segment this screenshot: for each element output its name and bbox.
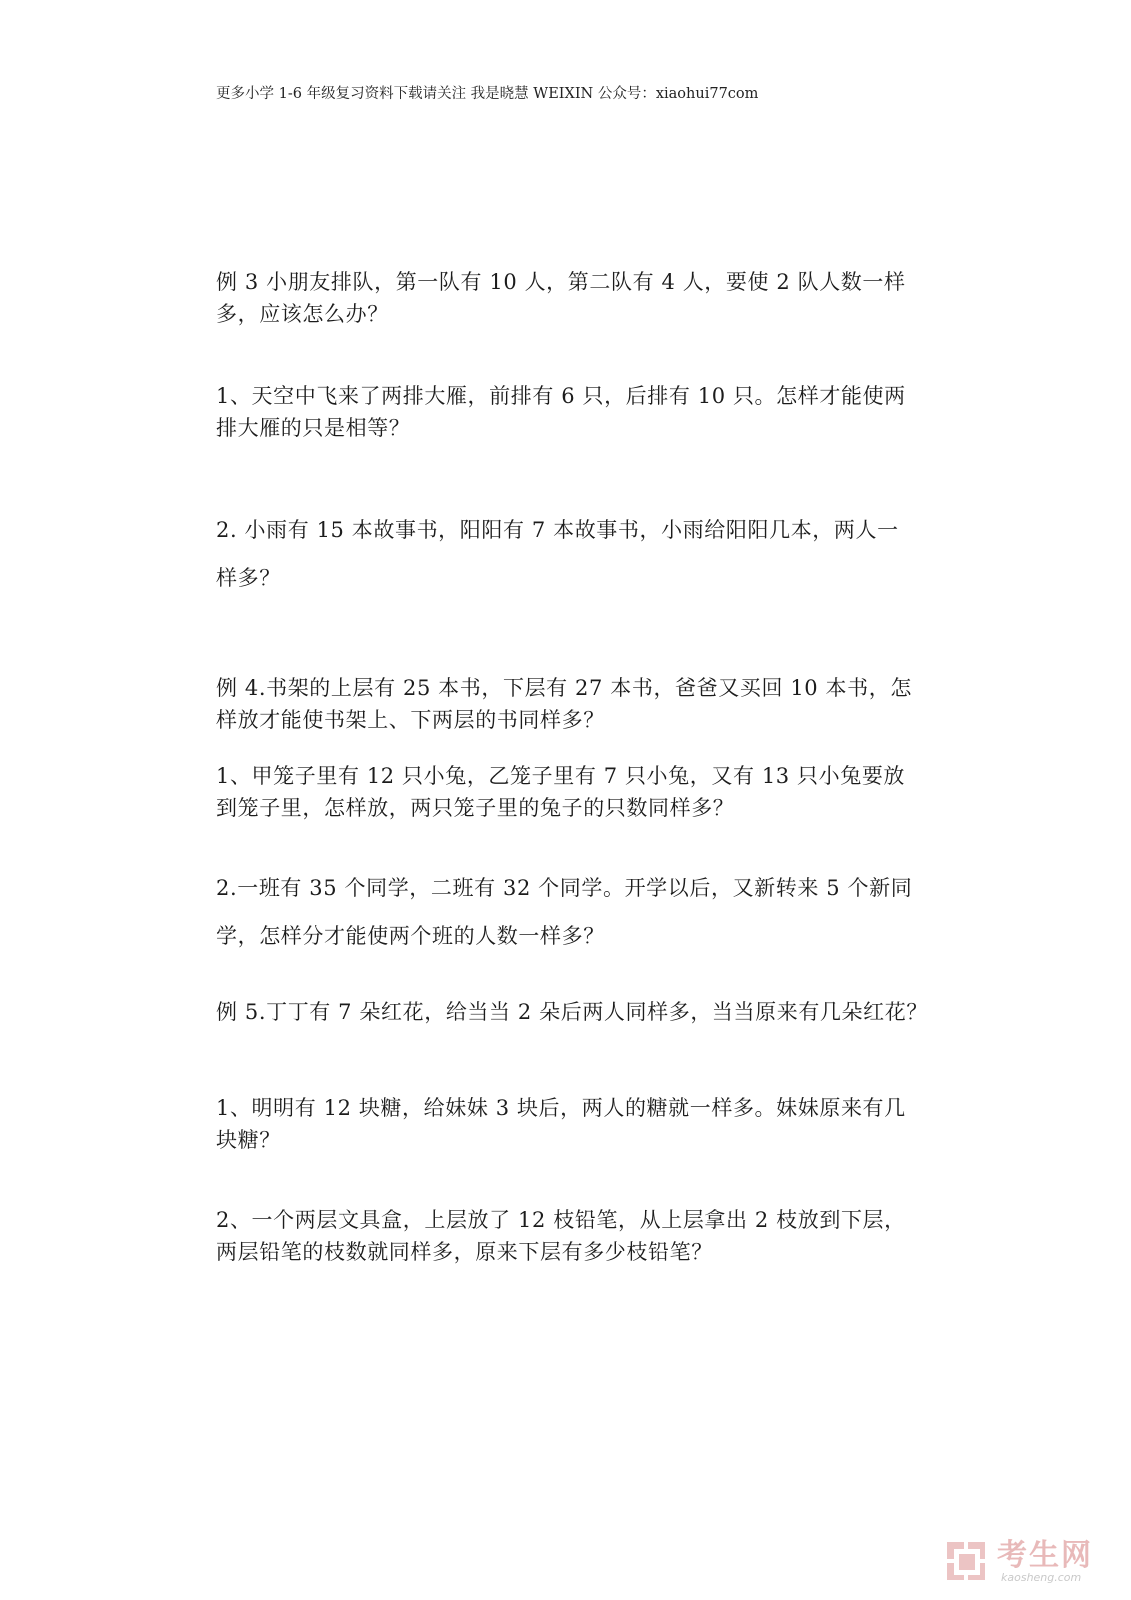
exercise-5-1 [216,1092,916,1156]
text-line: 2. 小雨有 15 本故事书，阳阳有 7 本故事书，小雨给阳阳几本，两人一 [216,518,899,542]
text-line: 例 3 小朋友排队，第一队有 10 人，第二队有 4 人，要使 2 队人数一样 [216,270,906,294]
exercise-4-2 [216,864,916,960]
exercise-4-1 [216,760,916,824]
example-4-problem [216,672,916,736]
text-line: 2、一个两层文具盒，上层放了 12 枝铅笔，从上层拿出 2 枝放到下层， [216,1208,906,1232]
text-line: 两层铅笔的枝数就同样多，原来下层有多少枝铅笔？ [216,1240,713,1264]
site-watermark [945,1540,1093,1584]
exercise-3-2 [216,506,916,602]
text-line: 块糖？ [216,1128,281,1152]
text-line: 排大雁的只是相等？ [216,416,411,440]
text-line: 1、天空中飞来了两排大雁，前排有 6 只，后排有 10 只。怎样才能使两 [216,384,906,408]
text-line: 到笼子里，怎样放，两只笼子里的兔子的只数同样多？ [216,796,735,820]
text-line: 1、明明有 12 块糖，给妹妹 3 块后，两人的糖就一样多。妹妹原来有几 [216,1096,906,1120]
text-line: 学，怎样分才能使两个班的人数一样多？ [216,924,605,948]
example-5-problem [216,996,928,1028]
watermark-domain: kaosheng.com [1001,1571,1082,1584]
page-header-notice: 更多小学 1-6 年级复习资料下载请关注 我是晓慧 WEIXIN 公众号：xiaohui77com [216,86,759,102]
watermark-logo-icon [945,1540,989,1584]
exercise-5-2 [216,1204,916,1268]
text-line: 例 5.丁丁有 7 朵红花，给当当 2 朵后两人同样多，当当原来有几朵红花？ [216,1000,928,1024]
text-line: 多，应该怎么办？ [216,302,389,326]
watermark-title: 考生网 [997,1538,1093,1573]
text-line: 例 4.书架的上层有 25 本书，下层有 27 本书，爸爸又买回 10 本书，怎 [216,676,912,700]
text-line: 样放才能使书架上、下两层的书同样多？ [216,708,605,732]
example-3-problem [216,266,916,330]
exercise-3-1 [216,380,916,444]
text-line: 1、甲笼子里有 12 只小兔，乙笼子里有 7 只小兔，又有 13 只小兔要放 [216,764,906,788]
text-line: 2.一班有 35 个同学，二班有 32 个同学。开学以后，又新转来 5 个新同 [216,876,913,900]
text-line: 样多？ [216,566,281,590]
